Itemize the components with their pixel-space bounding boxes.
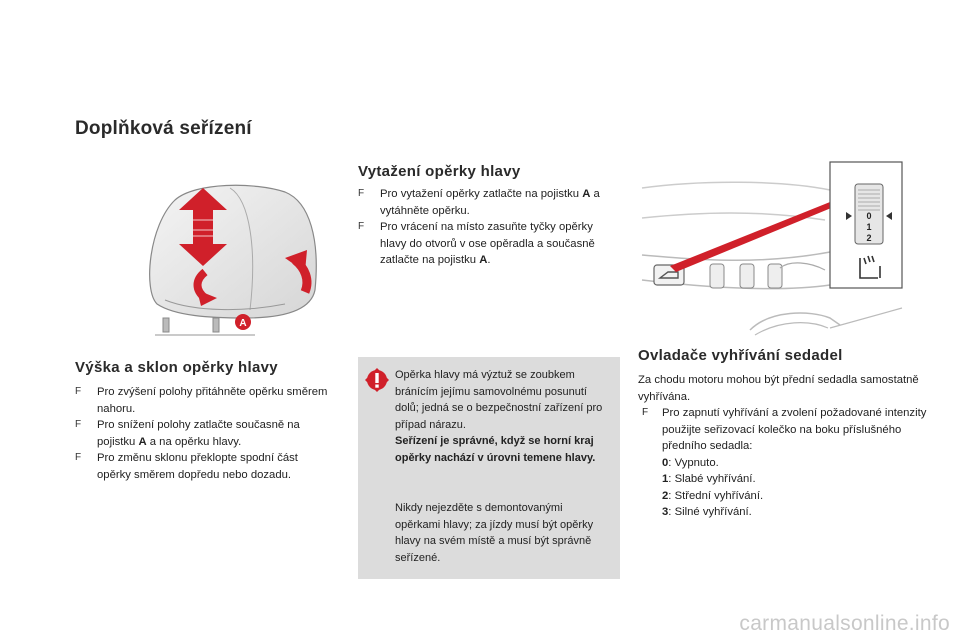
dial-label-2: 2 [866, 233, 872, 243]
warning-box [358, 357, 620, 579]
page-title: Doplňková seřízení [75, 118, 252, 139]
list-item: F Pro změnu sklonu překlopte spodní část opěrky směrem dopředu nebo dozadu. [75, 452, 298, 481]
dial-label-0: 0 [866, 211, 872, 221]
heating-level: 0: Vypnuto. [662, 456, 719, 469]
callout-a-label: A [239, 318, 247, 329]
warning-paragraph: Opěrka hlavy má výztuž se zoubkem bránícím jejímu samovolnému posunutí dolů; jedná se o bezpečnostní zařízení pro případ nárazu. [395, 369, 603, 431]
list-item: F Pro vytažení opěrky zatlačte na pojistku A a vytáhněte opěrku. [358, 188, 600, 217]
list-item: F Pro vrácení na místo zasuňte tyčky opěrky hlavy do otvorů v ose opěradla a současně zatlačte na pojistku A. [358, 221, 595, 266]
warning-exclamation-icon [364, 367, 390, 393]
removal-instructions-list [358, 186, 620, 269]
heating-level: 2: Střední vyhřívání. [662, 489, 764, 502]
dial-label-1: 1 [866, 222, 872, 232]
bullet-icon: F [358, 188, 365, 199]
list-item: F Pro zapnutí vyhřívání a zvolení požadované intenzity použijte seřizovací kolečko na boku příslušného předního sedadla: [642, 407, 927, 452]
height-instructions-list [75, 384, 330, 483]
bullet-icon: F [358, 221, 365, 232]
bullet-icon: F [642, 407, 649, 418]
headrest-illustration [135, 180, 335, 345]
warning-emphasis: Seřízení je správné, když se horní kraj opěrky nachází v úrovni temene hlavy. [395, 435, 596, 464]
warning-paragraph: Nikdy nejezděte s demontovanými opěrkami hlavy; za jízdy musí být opěrky hlavy na svém místě a musí být správně seřízené. [395, 502, 594, 564]
seat-heating-illustration [640, 160, 905, 340]
warning-text [395, 367, 610, 566]
pointer-arrow-icon [670, 200, 836, 272]
bullet-icon: F [75, 452, 82, 463]
heating-intro: Za chodu motoru mohou být přední sedadla samostatně vyhřívána. [638, 374, 919, 403]
section-heading-heating: Ovladače vyhřívání sedadel [638, 347, 843, 364]
heating-level: 3: Silné vyhřívání. [662, 506, 752, 518]
bullet-icon: F [75, 386, 82, 397]
list-item: F Pro zvýšení polohy přitáhněte opěrku směrem nahoru. [75, 386, 328, 415]
heating-level: 1: Slabé vyhřívání. [662, 473, 756, 485]
bullet-icon: F [75, 419, 82, 430]
section-heading-height: Výška a sklon opěrky hlavy [75, 359, 278, 376]
section-heading-removal: Vytažení opěrky hlavy [358, 163, 521, 180]
heating-instructions [638, 372, 928, 521]
list-item: F Pro snížení polohy zatlačte současně na pojistku A a na opěrku hlavy. [75, 419, 300, 448]
watermark: carmanualsonline.info [739, 612, 950, 635]
